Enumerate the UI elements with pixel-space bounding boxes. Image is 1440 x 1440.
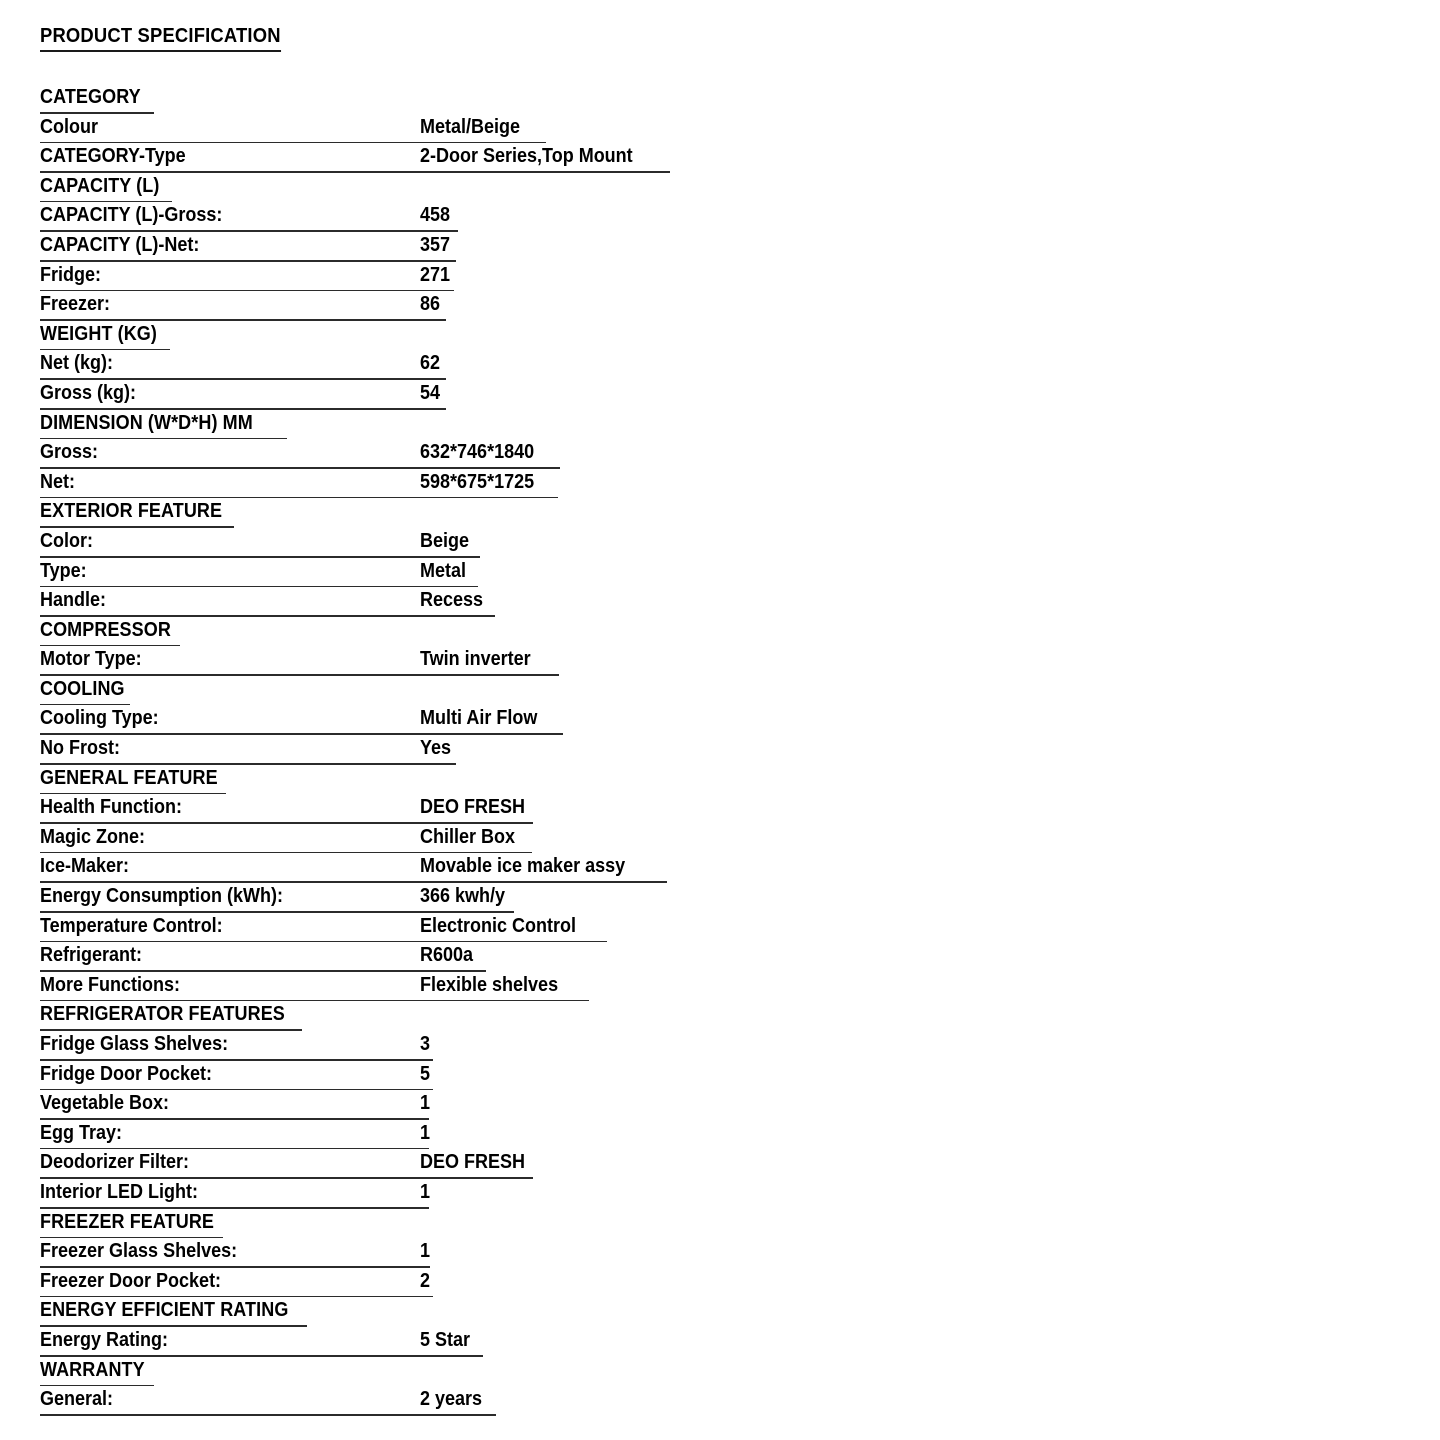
spec-label: Motor Type: [40,648,142,671]
spec-value: 2 [420,1269,431,1292]
spec-label: No Frost: [40,737,121,760]
spec-row [40,262,1400,292]
spec-row [40,380,1400,410]
spec-label: Type: [40,559,87,582]
spec-label: Freezer Door Pocket: [40,1269,222,1292]
spec-section-header [40,1357,1400,1387]
spec-row [40,291,1400,321]
spec-value: DEO FRESH [420,796,526,819]
spec-label: Health Function: [40,796,182,819]
spec-section-header [40,410,1400,440]
spec-value: 5 Star [420,1328,471,1351]
spec-value: 1 [420,1121,431,1144]
spec-row [40,439,1400,469]
spec-label: General: [40,1388,114,1411]
spec-section-header [40,498,1400,528]
spec-row [40,1268,1400,1298]
spec-row [40,942,1400,972]
section-label: ENERGY EFFICIENT RATING [40,1299,289,1322]
spec-label: Fridge: [40,263,102,286]
spec-section-header [40,173,1400,203]
spec-row [40,1149,1400,1179]
spec-value: Chiller Box [420,825,516,848]
section-label: COMPRESSOR [40,618,171,641]
spec-section-header [40,321,1400,351]
spec-row [40,114,1400,144]
spec-row [40,1090,1400,1120]
spec-value: Beige [420,529,470,552]
spec-label: Gross: [40,441,99,464]
spec-value: 598*675*1725 [420,470,535,493]
spec-row [40,794,1400,824]
spec-row [40,1179,1400,1209]
spec-label: Fridge Glass Shelves: [40,1033,229,1055]
spec-value: 3 [420,1033,431,1055]
spec-value: DEO FRESH [420,1151,526,1174]
row-underline [40,1414,496,1416]
section-label: CATEGORY [40,86,141,108]
spec-label: Interior LED Light: [40,1180,198,1203]
spec-row [40,1120,1400,1150]
spec-section-header [40,1001,1400,1031]
spec-label: CATEGORY-Type [40,145,186,168]
spec-label: CAPACITY (L)-Net: [40,233,200,256]
spec-value: 5 [420,1062,431,1085]
spec-value: Movable ice maker assy [420,855,626,878]
spec-label: Energy Consumption (kWh): [40,885,283,908]
spec-row [40,853,1400,883]
spec-value: 62 [420,352,441,375]
spec-label: Temperature Control: [40,914,223,937]
spec-row [40,558,1400,588]
section-label: WARRANTY [40,1358,145,1381]
spec-section-header [40,1209,1400,1239]
specification-list [40,84,1400,1416]
spec-label: Egg Tray: [40,1121,123,1144]
spec-row [40,646,1400,676]
spec-value: 2-Door Series,Top Mount [420,145,633,168]
spec-section-header [40,84,1400,114]
spec-value: 1 [420,1180,431,1203]
section-label: FREEZER FEATURE [40,1210,215,1233]
spec-value: Electronic Control [420,914,577,937]
spec-row [40,202,1400,232]
spec-row [40,972,1400,1002]
spec-value: 86 [420,293,441,316]
section-label: COOLING [40,677,125,700]
spec-row [40,824,1400,854]
spec-row [40,735,1400,765]
spec-label: Net: [40,470,76,493]
spec-label: Fridge Door Pocket: [40,1062,213,1085]
spec-label: Handle: [40,589,107,612]
spec-label: Vegetable Box: [40,1092,170,1115]
section-label: REFRIGERATOR FEATURES [40,1003,285,1026]
spec-row [40,883,1400,913]
spec-section-header [40,1297,1400,1327]
spec-value: 632*746*1840 [420,441,535,464]
spec-label: Ice-Maker: [40,855,130,878]
spec-label: Net (kg): [40,352,113,375]
spec-label: Color: [40,529,94,552]
spec-value: 1 [420,1240,431,1263]
spec-row [40,528,1400,558]
page-title: PRODUCT SPECIFICATION [40,24,281,52]
spec-row [40,587,1400,617]
spec-value: 357 [420,233,451,256]
spec-label: Colour [40,115,98,138]
spec-row [40,705,1400,735]
section-label: GENERAL FEATURE [40,766,218,789]
spec-row [40,1031,1400,1061]
spec-row [40,143,1400,173]
spec-label: Energy Rating: [40,1328,169,1351]
spec-row [40,913,1400,943]
spec-value: 2 years [420,1388,483,1411]
spec-value: 366 kwh/y [420,885,506,908]
spec-label: Freezer Glass Shelves: [40,1240,238,1263]
spec-value: Flexible shelves [420,973,559,996]
section-label: DIMENSION (W*D*H) MM [40,411,253,434]
spec-value: Metal/Beige [420,115,521,138]
spec-value: 458 [420,204,451,227]
spec-row [40,469,1400,499]
spec-value: 54 [420,381,441,404]
spec-label: Gross (kg): [40,381,137,404]
spec-row [40,232,1400,262]
section-label: CAPACITY (L) [40,174,160,197]
spec-row [40,1238,1400,1268]
spec-value: Multi Air Flow [420,707,538,730]
spec-label: Refrigerant: [40,944,143,967]
section-label: EXTERIOR FEATURE [40,500,223,523]
spec-label: Freezer: [40,293,111,316]
spec-section-header [40,676,1400,706]
spec-label: Deodorizer Filter: [40,1151,190,1174]
spec-value: 271 [420,263,451,286]
spec-value: R600a [420,944,474,967]
spec-row [40,1327,1400,1357]
spec-value: Recess [420,589,484,612]
spec-label: CAPACITY (L)-Gross: [40,204,223,227]
spec-section-header [40,617,1400,647]
spec-row [40,1386,1400,1416]
spec-row [40,350,1400,380]
spec-value: Twin inverter [420,648,531,671]
section-label: WEIGHT (KG) [40,322,157,345]
spec-label: Cooling Type: [40,707,159,730]
spec-section-header [40,765,1400,795]
spec-value: 1 [420,1092,431,1115]
spec-value: Yes [420,737,452,760]
spec-value: Metal [420,559,467,582]
spec-row [40,1061,1400,1091]
spec-label: Magic Zone: [40,825,146,848]
spec-label: More Functions: [40,973,180,996]
